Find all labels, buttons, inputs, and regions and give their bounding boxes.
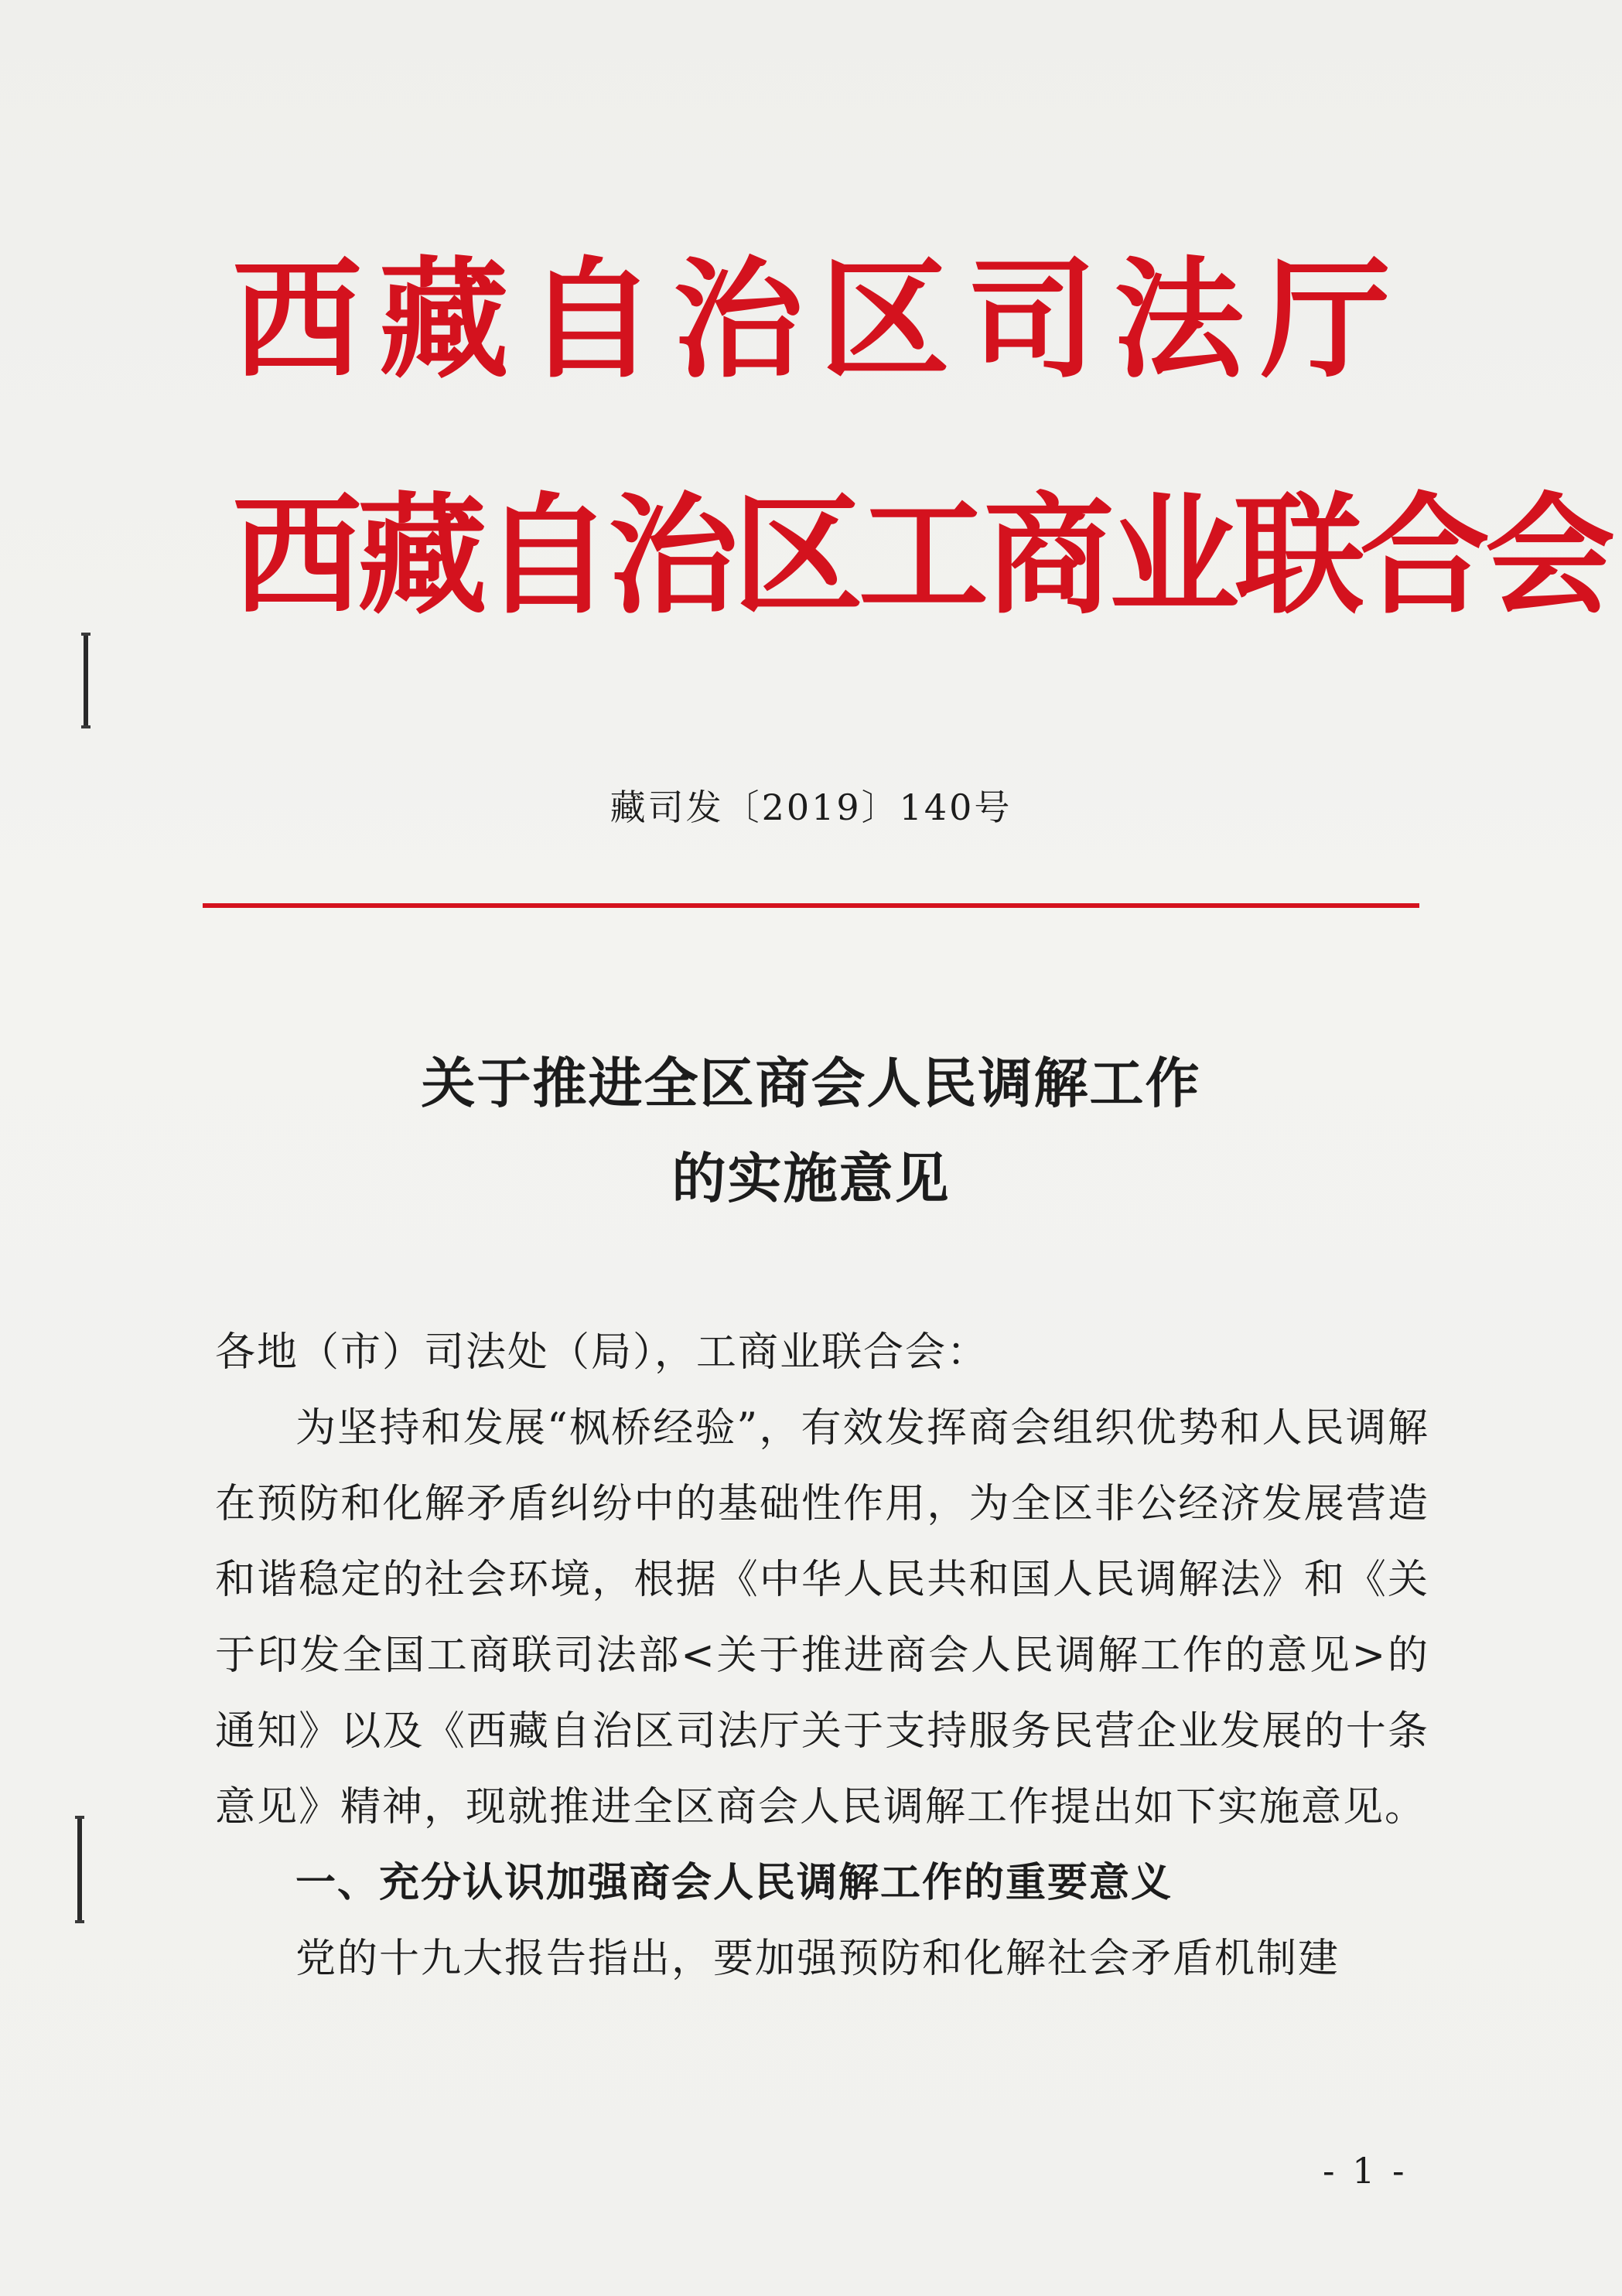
section-heading: 一、充分认识加强商会人民调解工作的重要意义: [295, 1859, 1173, 1906]
document-body: [215, 1315, 1429, 1997]
staple-mark-bottom: [77, 1817, 82, 1922]
staple-mark-top: [84, 634, 88, 727]
issuer-name-1: 西藏自治区司法厅: [232, 243, 1408, 396]
body-paragraph: 党的十九大报告指出，要加强预防和化解社会矛盾机制建: [295, 1936, 1340, 1982]
document-number: 藏司发〔2019〕140号: [610, 786, 1012, 828]
page-number: - 1 -: [1323, 2150, 1408, 2192]
salutation: 各地（市）司法处（局），工商业联合会：: [215, 1329, 989, 1376]
body-paragraph: 为坚持和发展“枫桥经验”，有效发挥商会组织优势和人民调解在预防和化解矛盾纠纷中的基础性作用，为全区非公经济发展营造和谐稳定的社会环境，根据《中华人民共和国人民调解法》和《关于印发全国工商联司法部<关于推进商会人民调解工作的意见>的通知》以及《西藏自治区司法厅关于支持服务民营企业发展的十条意见》精神，现就推进全区商会人民调解工作提出如下实施意见。: [215, 1405, 1429, 1830]
issuer-name-2: 西藏自治区工商业联合会: [232, 479, 1610, 632]
document-title-line-1: 关于推进全区商会人民调解工作: [421, 1051, 1201, 1115]
red-divider-line: [203, 903, 1419, 908]
document-title-line-2: 的实施意见: [671, 1146, 951, 1210]
